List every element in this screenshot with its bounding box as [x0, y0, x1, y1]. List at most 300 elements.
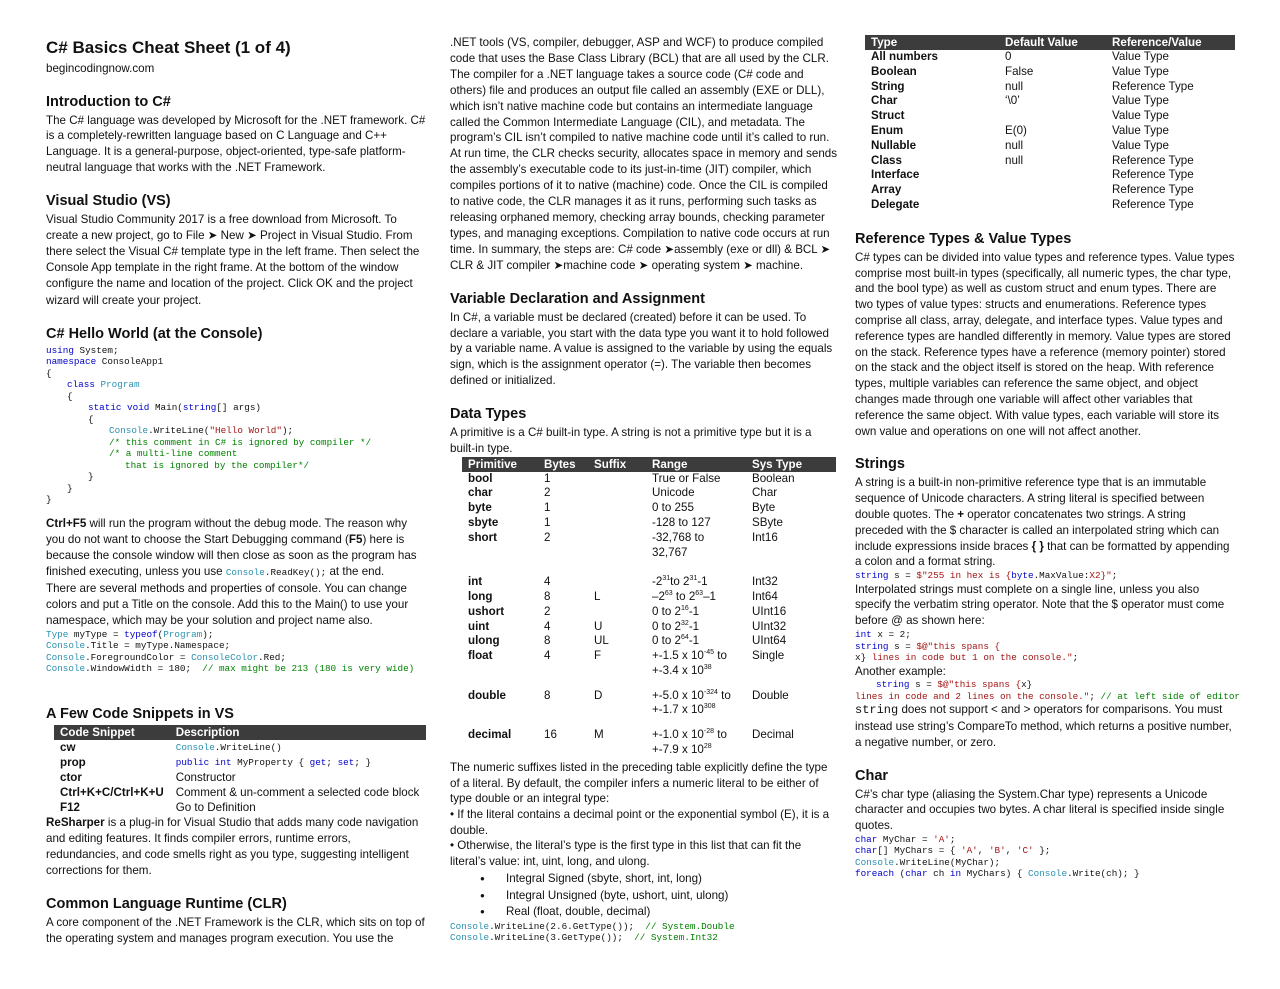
vs-heading: Visual Studio (VS) — [46, 192, 171, 209]
verbatim-code — [855, 629, 1235, 664]
table-row — [462, 472, 836, 487]
clr-body: A core component of the .NET Framework is the CLR, which sits on top of the operating system and manages program execution. You use the — [46, 915, 425, 945]
code-type: ConsoleColor — [191, 651, 259, 663]
code-string: $"255 in hex is { — [916, 570, 1012, 582]
code-text: } — [67, 482, 73, 494]
bold-text: F5 — [348, 532, 363, 546]
code-type: Console — [46, 663, 86, 675]
exponent: -324 — [703, 688, 718, 696]
exponent: 31 — [662, 575, 671, 583]
primitive-name: decimal — [468, 728, 512, 742]
char-body: C#’s char type (aliasing the System.Char type) represents a Unicode character and occupies two bytes. A char literal is specified inside single quotes. — [855, 787, 1225, 833]
bytes: 4 — [544, 649, 551, 663]
range — [646, 718, 746, 758]
exponent: 63 — [695, 590, 704, 598]
list-item — [450, 904, 838, 920]
table-row — [865, 94, 1235, 109]
code-keyword: byte — [1011, 570, 1034, 582]
text: operator concatenates two strings. A string preceded with the $ character is called an interpolated string which can include expressions inside braces — [855, 507, 1220, 553]
primitive-name: float — [468, 649, 493, 663]
bytes: 1 — [544, 501, 551, 515]
list-item-text: ● Integral Signed (sbyte, short, int, long) — [506, 871, 702, 885]
code-keyword: get — [309, 756, 327, 768]
snippet-key: Ctrl+K+C/Ctrl+K+U — [60, 785, 164, 799]
table-row — [462, 531, 836, 575]
code-string: $@"this spans { — [937, 679, 1022, 691]
code-text: .Title = myType.Namespace; — [85, 640, 231, 652]
code-text: ( — [157, 628, 164, 640]
range-part: +-7.9 x 10 — [652, 743, 704, 757]
default-value: ‘\0’ — [1005, 94, 1020, 108]
type-name: Boolean — [871, 64, 917, 78]
table-row — [462, 679, 836, 719]
code-type: Program — [100, 379, 140, 391]
code-comment: // at left side of editor — [1100, 690, 1240, 702]
type-name: Array — [871, 183, 902, 197]
intro-heading: Introduction to C# — [46, 93, 171, 110]
table-row — [865, 139, 1235, 154]
primitive-name: ushort — [468, 604, 505, 618]
column-header: Default Value — [999, 35, 1106, 50]
integral-rule: • Otherwise, the literal’s type is the first type in this list that can fit the literal’s value: int, uint, long, and ulong. — [450, 839, 802, 869]
code-string: 'A' — [933, 833, 950, 845]
code-string: 'B' — [988, 845, 1006, 857]
suffix — [588, 516, 646, 531]
vs-body: Visual Studio Community 2017 is a free download from Microsoft. To create a new project, go to File ➤ New ➤ Project in Visual Studio. From there select the Visual C# template type in the left frame. Then select the Console App template in the right frame. At the bottom of the window configure the name and location of the project. Click OK and the project wizard will create your project. — [46, 212, 420, 307]
range: 0 to 255 — [652, 501, 694, 515]
bytes: 4 — [544, 619, 551, 633]
range — [646, 634, 746, 649]
suffix — [588, 501, 646, 516]
page-title: C# Basics Cheat Sheet (1 of 4) — [46, 38, 291, 57]
ref-or-value: Value Type — [1112, 50, 1169, 63]
column-header: Code Snippet — [54, 725, 170, 740]
primitive-name: int — [468, 575, 483, 589]
code-keyword: string — [876, 679, 910, 691]
bytes: 4 — [544, 575, 551, 589]
exponent: 16 — [681, 604, 689, 612]
sys-type: Int16 — [752, 530, 778, 544]
code-type: Console — [46, 651, 86, 663]
interpolated-code — [855, 570, 1235, 582]
bytes: 1 — [544, 515, 551, 529]
code-keyword: namespace — [46, 356, 97, 368]
column-header: Reference/Value — [1106, 35, 1235, 50]
range — [646, 590, 746, 605]
code-text: ); — [202, 628, 214, 640]
table-row — [865, 154, 1235, 169]
exponent: 32 — [681, 619, 689, 627]
inline-code: string — [855, 703, 899, 718]
code-string: 'C' — [1016, 845, 1034, 857]
default-value — [999, 198, 1106, 213]
default-value — [999, 183, 1106, 198]
range — [646, 649, 746, 679]
code-text: ; } — [354, 756, 372, 768]
suffix-paragraph: The numeric suffixes listed in the preceding table explicitly define the type of a literal. By default, the compiler infers a numeric literal to be either of type double or an integral type: — [450, 760, 828, 806]
range-part: +-1.7 x 10 — [652, 703, 704, 717]
code-type: Console — [46, 640, 86, 652]
range-part: +-3.4 x 10 — [652, 663, 704, 677]
default-values-table — [865, 35, 1235, 213]
code-type: Console — [225, 566, 265, 578]
range — [646, 679, 746, 719]
type-name: Interface — [871, 168, 920, 182]
table-row — [54, 785, 426, 800]
table-row — [462, 575, 836, 590]
code-text: x} — [1021, 679, 1033, 691]
table-row — [865, 198, 1235, 213]
snippet-key: cw — [60, 740, 76, 754]
column-header: Range — [646, 457, 746, 472]
table-header-row — [54, 725, 426, 740]
list-item-text: ● Integral Unsigned (byte, ushort, uint, ulong) — [506, 888, 729, 902]
sys-type: Double — [752, 688, 789, 702]
code-keyword: using — [46, 344, 74, 356]
comparison-paragraph — [855, 702, 1235, 750]
exponent: 28 — [703, 743, 712, 751]
code-string: lines in code but 1 on the console." — [871, 652, 1073, 663]
code-text: .WriteLine() — [214, 741, 282, 753]
bytes: 16 — [544, 728, 557, 742]
bytes: 2 — [544, 486, 551, 500]
snippet-key: F12 — [60, 800, 80, 814]
list-item — [450, 888, 838, 904]
ref-or-value: Value Type — [1112, 94, 1169, 108]
code-text: ); — [281, 425, 294, 437]
code-text: , — [977, 845, 989, 857]
table-row — [865, 109, 1235, 124]
code-string: X2}" — [1089, 570, 1112, 582]
column-2 — [450, 35, 838, 944]
table-row — [462, 718, 836, 758]
range-part: -1 — [688, 604, 700, 618]
code-keyword: string — [182, 402, 217, 414]
table-row — [462, 501, 836, 516]
sys-type: Single — [752, 649, 785, 663]
code-text: .WriteLine(3.GetType()); — [489, 932, 635, 944]
code-text: { — [46, 367, 52, 379]
code-string: 'A' — [961, 845, 978, 857]
clr-body-continued: .NET tools (VS, compiler, debugger, ASP and WCF) to produce compiled code that uses the Base Class Library (BCL) that are all used by the CLR. The compiler for a .NET language takes a source code (C# code and others) file and produces an output file called an assembly (EXE or DLL), which isn’t native machine code but contains an intermediate language called the Common Intermediate Language (CIL), and metadata. The program’s CIL isn’t compiled to native machine code until it’s called to run. At run time, the CLR checks security, allocates space in memory and sends the assembly’s executable code to its just-in-time (JIT) compiler, which compiles portions of it to native (machine) code. Once the CIL is compiled to native code, the CLR manages it as it runs, performing such tasks as releasing orphaned memory, checking array bounds, checking parameter types, and managing exceptions. Compilation to native code occurs at run time. In summary, the steps are: C# code ➤assembly (exe or dll) & BCL ➤ CLR & JIT compiler ➤machine code ➤ operating system ➤ machine. — [450, 36, 838, 272]
code-text: myType = — [68, 628, 125, 640]
column-header: Sys Type — [746, 457, 836, 472]
primitive-name: double — [468, 688, 506, 702]
sys-type: Char — [752, 486, 778, 500]
code-text: } — [46, 494, 52, 506]
type-name: All numbers — [871, 50, 938, 63]
code-comment: /* this comment in C# is ignored by compiler */ — [109, 436, 372, 448]
code-text: .WriteLine( — [148, 425, 210, 437]
code-text: System; — [73, 344, 119, 356]
code-keyword: typeof — [124, 628, 158, 640]
table-row — [462, 486, 836, 501]
code-type: Console — [855, 856, 895, 868]
code-keyword: char — [855, 833, 878, 845]
bold-text: + — [957, 507, 965, 521]
sys-type: SByte — [752, 515, 783, 529]
default-value — [999, 168, 1106, 183]
primitive-name: short — [468, 530, 497, 544]
code-keyword: string — [855, 570, 889, 582]
code-text: { — [67, 390, 73, 402]
datatypes-intro: A primitive is a C# built-in type. A string is not a primitive type but it is a built-in type. — [450, 426, 812, 455]
sys-type: UInt32 — [752, 619, 787, 633]
ref-or-value: Reference Type — [1112, 168, 1194, 182]
range-part: +-5.0 x 10 — [652, 688, 704, 702]
range — [646, 531, 746, 575]
column-header: Primitive — [462, 457, 538, 472]
table-row — [865, 80, 1235, 95]
suffix: M — [594, 728, 604, 742]
range — [646, 575, 746, 590]
table-row — [54, 755, 426, 770]
range: -128 to 127 — [652, 515, 711, 529]
range-part: –1 — [703, 589, 716, 603]
type-name: Delegate — [871, 197, 920, 211]
resharper-paragraph — [46, 815, 426, 879]
code-text: [] MyChars = { — [877, 845, 962, 857]
bytes: 8 — [544, 589, 551, 603]
table-header-row — [865, 35, 1235, 50]
code-text: s = — [888, 640, 917, 652]
text: ) here is because the console window will then close as soon as the program has finished executing, unless you use — [46, 532, 417, 578]
column-header: Type — [865, 35, 999, 50]
sys-type: Int64 — [752, 589, 778, 603]
table-row — [54, 740, 426, 755]
another-example-code — [855, 679, 1240, 702]
range: True or False — [652, 471, 721, 485]
snippet-desc: Go to Definition — [175, 800, 256, 814]
table-header-row — [462, 457, 836, 472]
code-text: ; — [1111, 570, 1118, 582]
code-keyword: public int — [175, 756, 232, 768]
code-keyword: in — [949, 868, 962, 880]
sys-type: Byte — [752, 501, 776, 515]
table-row — [462, 649, 836, 679]
code-comment: that is ignored by the compiler*/ — [125, 459, 310, 471]
type-name: Struct — [871, 109, 905, 123]
range-part: 0 to 2 — [652, 604, 682, 618]
strings-paragraph — [855, 475, 1235, 570]
default-value — [999, 109, 1106, 124]
range-part: +-1.5 x 10 — [652, 649, 704, 663]
code-type: Type — [46, 628, 69, 640]
text: that can be formatted by appending a colon and a format string. — [855, 539, 1230, 569]
code-comment: // System.Int32 — [634, 932, 718, 944]
code-keyword: char — [905, 868, 928, 880]
default-value: null — [1005, 79, 1024, 93]
table-row — [865, 65, 1235, 80]
bytes: 8 — [544, 688, 551, 702]
strings-heading: Strings — [855, 456, 905, 473]
range: Unicode — [652, 486, 695, 500]
exponent: 64 — [681, 634, 689, 642]
range-part: 0 to 2 — [652, 634, 682, 648]
ref-or-value: Reference Type — [1112, 183, 1194, 197]
ref-or-value: Value Type — [1112, 64, 1169, 78]
code-keyword: static void — [88, 402, 150, 414]
suffix: D — [594, 688, 603, 702]
sys-type: Int32 — [752, 575, 778, 589]
ref-or-value: Value Type — [1112, 123, 1169, 137]
code-keyword: char — [855, 845, 878, 857]
suffix — [588, 472, 646, 487]
code-text: [] args) — [216, 402, 261, 414]
code-text: ; — [1072, 652, 1079, 663]
suffix: UL — [594, 634, 609, 648]
range-part: to 2 — [670, 575, 690, 589]
range-part: to 2 — [672, 589, 696, 603]
suffix — [588, 531, 646, 575]
code-string: $@"this spans { — [916, 640, 1001, 652]
code-text: ; — [1089, 690, 1101, 702]
suffix — [588, 605, 646, 620]
code-text: .ForegroundColor = — [85, 651, 192, 663]
code-comment: // max might be 213 (180 is very wide) — [202, 663, 415, 675]
exponent: -28 — [703, 728, 715, 736]
code-type: Console — [450, 920, 490, 932]
code-text: MyChars) { — [961, 868, 1029, 880]
code-text: ConsoleApp1 — [96, 356, 164, 368]
type-name: String — [871, 79, 905, 93]
vardecl-heading: Variable Declaration and Assignment — [450, 290, 705, 307]
range — [646, 605, 746, 620]
exponent: 308 — [703, 703, 716, 711]
inline-code: .ReadKey(); — [264, 566, 327, 578]
code-text: ( — [894, 868, 906, 880]
table-row — [865, 183, 1235, 198]
bytes: 2 — [544, 604, 551, 618]
table-row — [865, 124, 1235, 139]
code-text: s = — [888, 570, 917, 582]
code-string: lines in code and 2 lines on the console." — [855, 690, 1090, 702]
primitive-name: char — [468, 486, 493, 500]
bold-text: { } — [1031, 539, 1044, 553]
exponent: 63 — [664, 590, 673, 598]
code-text: , — [1005, 845, 1017, 857]
suffix — [588, 486, 646, 501]
range-part: –2 — [652, 589, 665, 603]
datatypes-heading: Data Types — [450, 406, 527, 423]
type-name: Enum — [871, 123, 904, 137]
char-code — [855, 834, 1235, 880]
type-name: Nullable — [871, 138, 917, 152]
bytes: 8 — [544, 634, 551, 648]
code-keyword: foreach — [855, 868, 895, 880]
code-text: } — [88, 471, 94, 483]
range-part: +-1.0 x 10 — [652, 728, 704, 742]
range-part: to — [717, 688, 731, 702]
ref-or-value: Value Type — [1112, 109, 1169, 123]
range-line: -32,768 to — [652, 530, 705, 544]
column-header: Bytes — [538, 457, 588, 472]
range-line: 32,767 — [652, 545, 688, 559]
gettype-code — [450, 921, 838, 944]
text: at the end. — [326, 564, 385, 578]
bold-text: Ctrl+F5 — [46, 516, 87, 530]
char-heading: Char — [855, 767, 889, 784]
code-string: "Hello World" — [209, 425, 282, 437]
suffix: U — [594, 619, 603, 633]
hello-heading: C# Hello World (at the Console) — [46, 325, 263, 342]
ref-or-value: Reference Type — [1112, 79, 1194, 93]
table-row — [54, 800, 426, 815]
ref-or-value: Reference Type — [1112, 197, 1194, 211]
table-row — [462, 590, 836, 605]
code-type: Console — [109, 425, 149, 437]
sys-type: Boolean — [752, 471, 795, 485]
default-value: E(0) — [1005, 123, 1027, 137]
table-row — [54, 770, 426, 785]
reftypes-heading: Reference Types & Value Types — [855, 230, 1072, 247]
code-text: .Write(ch); } — [1067, 868, 1140, 880]
ref-or-value: Reference Type — [1112, 153, 1194, 167]
default-value: 0 — [1005, 50, 1012, 63]
data-types-table — [462, 457, 836, 758]
snippet-key: ctor — [60, 770, 82, 784]
exponent: 31 — [689, 575, 698, 583]
sys-type: UInt16 — [752, 604, 787, 618]
table-row — [462, 605, 836, 620]
ctrl-f5-paragraph — [46, 516, 426, 581]
code-comment: // System.Double — [645, 920, 735, 932]
column-3 — [855, 35, 1240, 880]
code-text: s = — [909, 679, 938, 691]
code-keyword: int — [855, 629, 872, 640]
suffix: L — [594, 589, 601, 603]
console-props-paragraph: There are several methods and properties of console. You can change colors and put a Title on the console. Add this to the Main() to use your namespace, which may be your solution and project name also. — [46, 581, 409, 627]
code-text: x = 2; — [871, 629, 911, 640]
vardecl-body: In C#, a variable must be declared (created) before it can be used. To declare a variable, you start with the data type you want it to hold followed by a variable name. A value is assigned to the variable by using the equals sign, which is the assignment operator (=). The variable then becomes defined or initialized. — [450, 310, 833, 388]
text: does not support < and > operators for comparisons. You must instead use string’s CompareTo method, which returns a positive number, a negative number, or zero. — [855, 703, 1232, 749]
code-type: Console — [450, 932, 490, 944]
range-part: -1 — [688, 619, 700, 633]
double-rule: • If the literal contains a decimal point or the exponential symbol (E), it is a double. — [450, 807, 830, 837]
code-text: ; — [326, 756, 338, 768]
code-text: MyChar = — [877, 833, 934, 845]
type-name: Char — [871, 94, 898, 108]
code-text: ch — [927, 868, 950, 880]
code-text: .WindowWidth = 180; — [85, 663, 203, 675]
code-text: .WriteLine(MyChar); — [894, 856, 1001, 868]
code-comment: /* a multi-line comment — [109, 448, 238, 460]
default-value: null — [1005, 138, 1024, 152]
table-row — [462, 516, 836, 531]
bytes: 1 — [544, 471, 551, 485]
column-header: Suffix — [588, 457, 646, 472]
another-example-label: Another example: — [855, 664, 946, 678]
suffix: F — [594, 649, 602, 663]
table-row — [865, 168, 1235, 183]
text: will run the program without the debug mode. The reason why you do not want to choose the Start Debugging command ( — [46, 516, 408, 546]
code-keyword: class — [67, 379, 95, 391]
snippet-key: prop — [60, 755, 86, 769]
type-name: Class — [871, 153, 902, 167]
code-text: }; — [1033, 845, 1051, 857]
code-text: .Red; — [258, 651, 286, 663]
primitive-name: sbyte — [468, 515, 499, 529]
range-part: -1 — [688, 634, 700, 648]
sys-type: UInt64 — [752, 634, 787, 648]
code-type: Console — [175, 741, 215, 753]
range-part: -1 — [697, 575, 708, 589]
primitive-name: long — [468, 589, 493, 603]
text: is a plug-in for Visual Studio that adds many code navigation and editing features. It finds compiler errors, runtime errors, redundancies, and code smells right as you type, suggesting intelligent corrections for them. — [46, 815, 419, 877]
list-item — [450, 871, 838, 887]
intro-body: The C# language was developed by Microsoft for the .NET framework. C# is a completely-rewritten language based on C Language and C++ Language. It is a general-purpose, object-oriented, type-safe platform-neutral language that works with the .NET Framework. — [46, 113, 426, 174]
code-keyword: string — [855, 640, 889, 652]
